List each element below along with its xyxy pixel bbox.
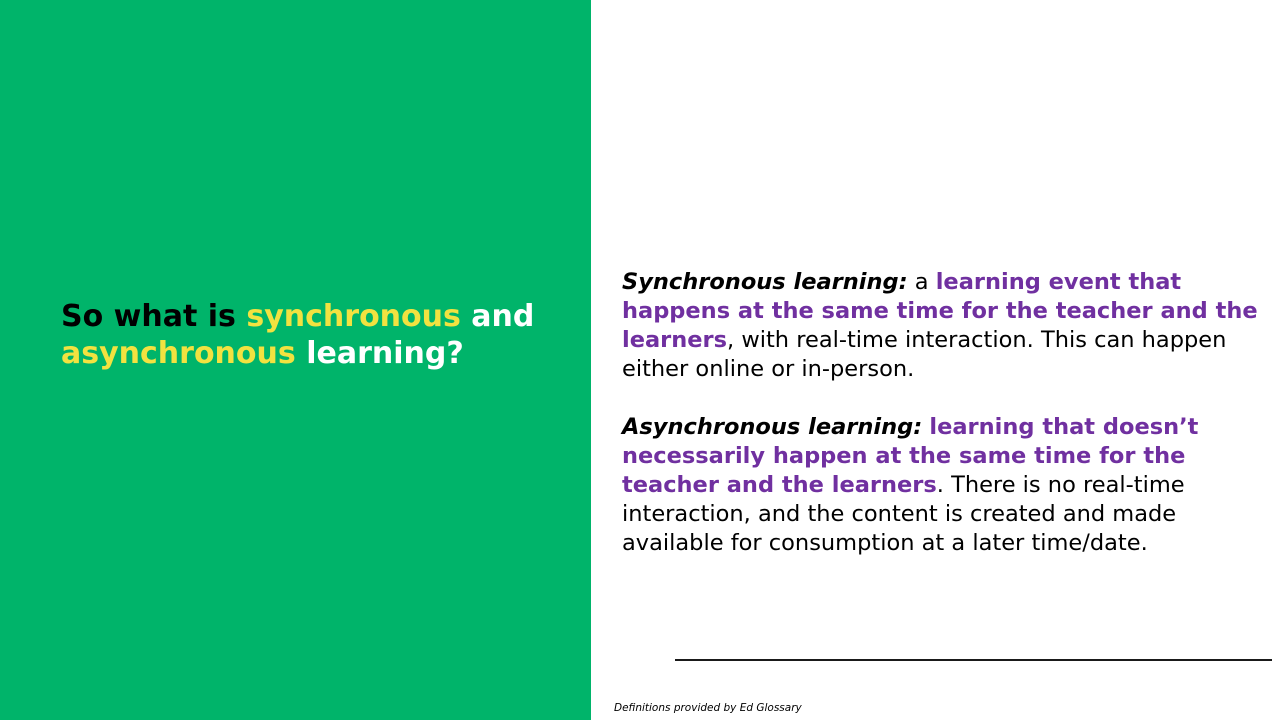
title-part-and: and xyxy=(460,299,535,334)
definition-highlight: learning that doesn’t necessarily happen at the same time for the teacher and the learners xyxy=(622,414,1199,498)
definitions-block xyxy=(622,268,1262,558)
definition-rest: , with real-time interaction. This can happen either online or in-person. xyxy=(622,327,1227,382)
asynchronous-definition xyxy=(622,413,1262,558)
definition-term: Asynchronous learning: xyxy=(622,414,923,440)
title-part-so-what-is: So what is xyxy=(61,299,247,334)
definition-rest: . There is no real-time interaction, and the content is created and made available for consumption at a later time/date. xyxy=(622,472,1185,556)
slide-title xyxy=(61,298,561,372)
footer-divider xyxy=(675,659,1272,661)
title-term-synchronous: synchronous xyxy=(246,299,461,334)
definition-term: Synchronous learning: xyxy=(622,269,908,295)
definition-lead: a xyxy=(907,269,936,295)
title-term-asynchronous: asynchronous xyxy=(61,336,296,371)
title-part-learning: learning? xyxy=(295,336,464,371)
source-note: Definitions provided by Ed Glossary xyxy=(614,702,802,714)
definition-highlight: learning event that happens at the same time for the teacher and the learners xyxy=(622,269,1258,353)
title-panel xyxy=(0,0,591,720)
synchronous-definition xyxy=(622,268,1262,384)
